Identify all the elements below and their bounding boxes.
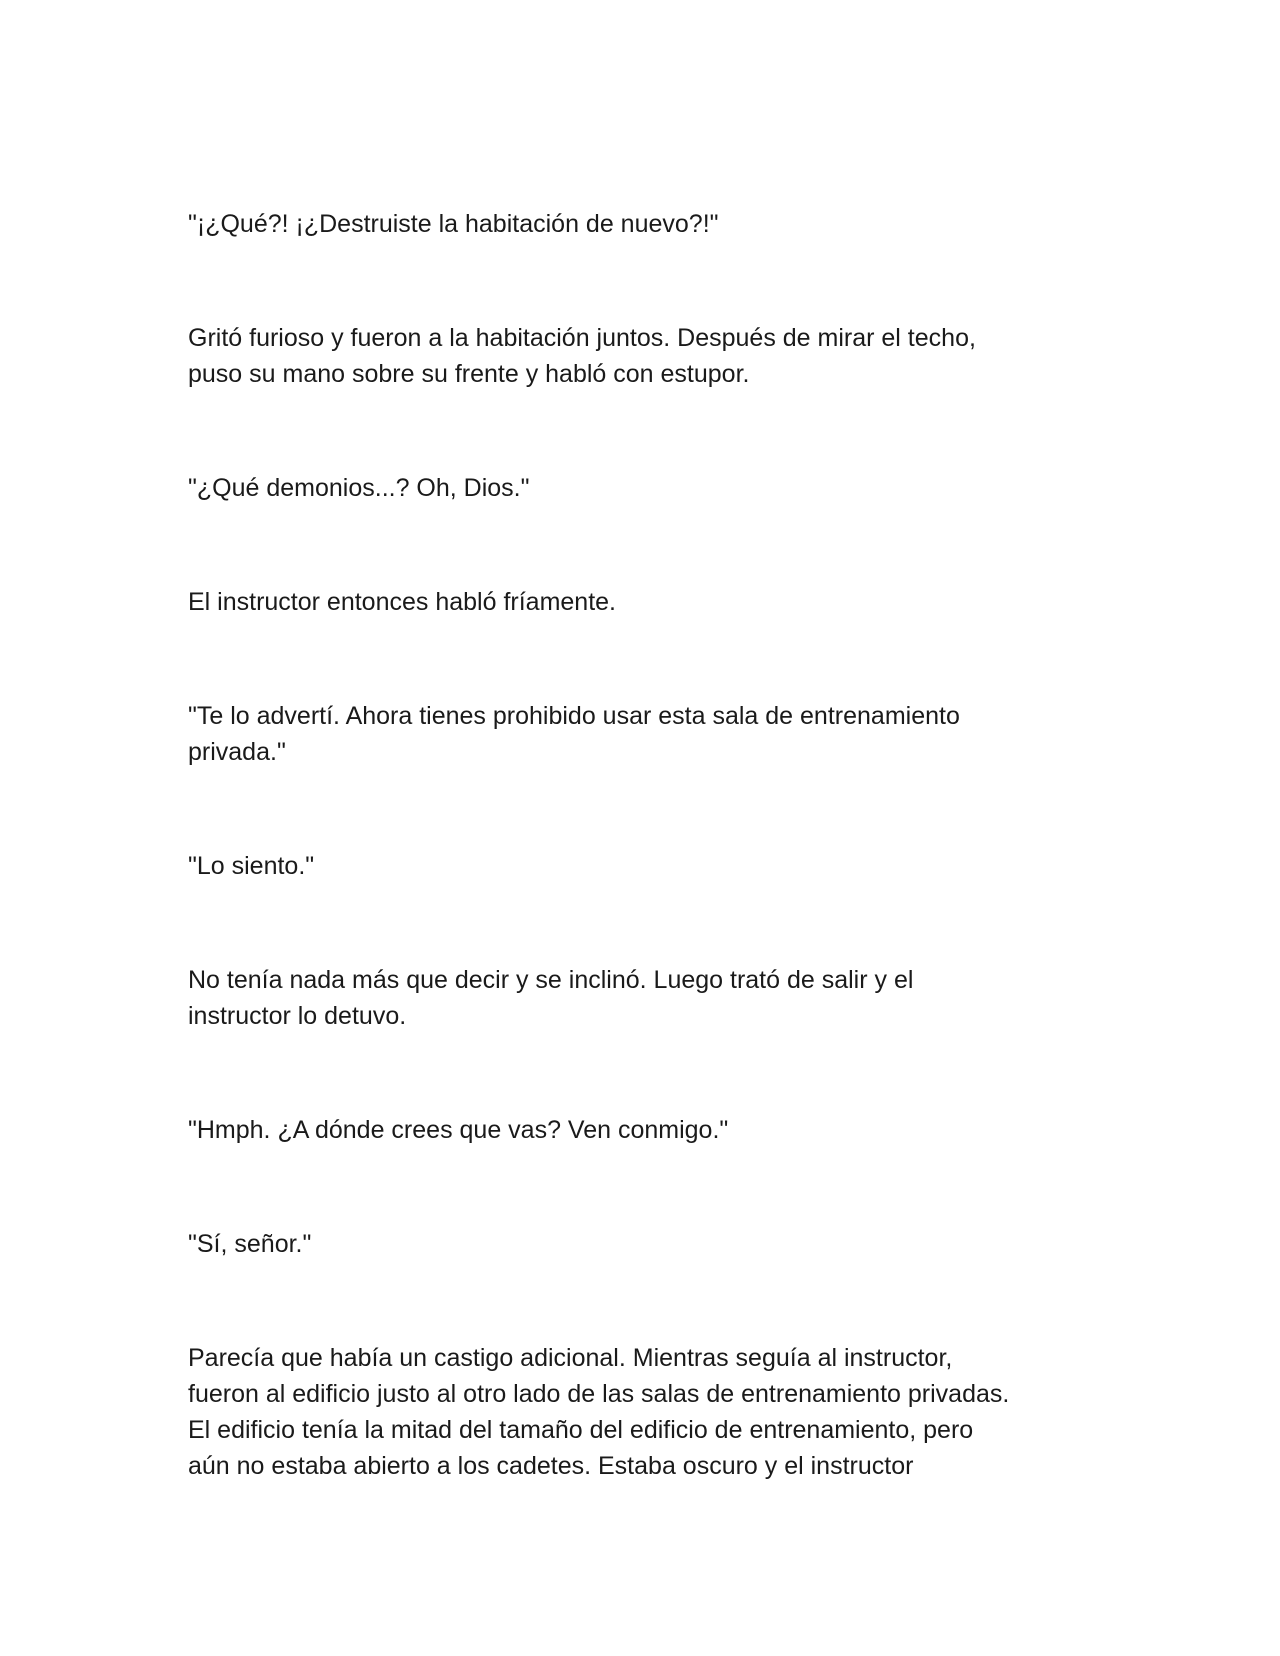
paragraph-10: Parecía que había un castigo adicional. Mientras seguía al instructor, fueron al edificio justo al otro lado de las salas de entrenamiento privadas. El edificio tenía la mitad del tamaño del edificio de entrenamiento, pero aún no estaba abierto a los cadetes. Estaba oscuro y el instructor [188,1344,1010,1480]
paragraph-8: "Hmph. ¿A dónde crees que vas? Ven conmigo." [188,1116,729,1144]
paragraph-5: "Te lo advertí. Ahora tienes prohibido usar esta sala de entrenamiento privada." [188,702,960,766]
paragraph-9: "Sí, señor." [188,1230,312,1258]
paragraph-3: "¿Qué demonios...? Oh, Dios." [188,474,530,502]
paragraph-4: El instructor entonces habló fríamente. [188,588,617,616]
paragraph-1: "¡¿Qué?! ¡¿Destruiste la habitación de nuevo?!" [188,210,719,238]
paragraph-7: No tenía nada más que decir y se inclinó. Luego trató de salir y el instructor lo detuvo. [188,966,914,1030]
paragraph-2: Gritó furioso y fueron a la habitación juntos. Después de mirar el techo, puso su mano sobre su frente y habló con estupor. [188,324,976,388]
paragraph-6: "Lo siento." [188,852,315,880]
